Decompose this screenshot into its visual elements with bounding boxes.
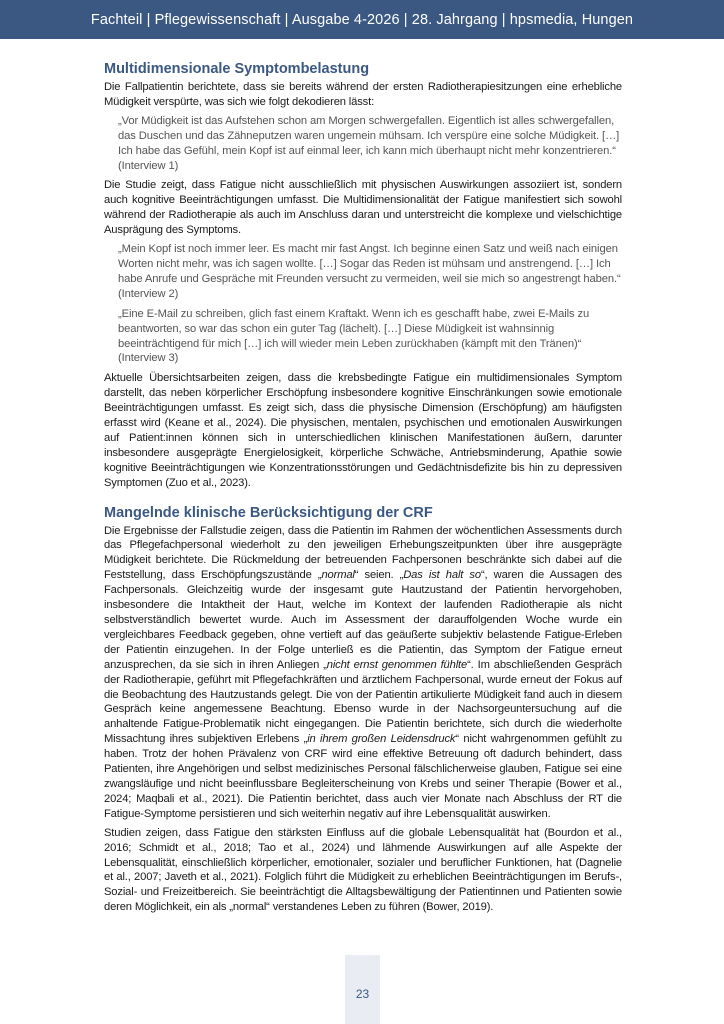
text-run: “ seien. „ [354,569,404,582]
header-title: Fachteil | Pflegewissenschaft | Ausgabe 4-2026 | 28. Jahrgang | hpsmedia, Hungen [90,11,634,28]
paragraph: Die Studie zeigt, dass Fatigue nicht ausschließlich mit physischen Auswirkungen assoziiert ist, sondern auch kognitive Beeinträchtigungen umfasst. Die Multidimensionalität der Fatigue manifestiert sich sowohl während der Radiotherapie als auch im Anschluss daran und unterstreicht die komplexe und vielschichtige Ausprägung des Symptoms. [104,179,622,237]
text-run: “. Im abschließenden Gespräch der Radiotherapie, geführt mit Pflegefachkräften und ärztlichem Fachpersonal, wurde erneut der Fokus auf die Beobachtung des Hautzustands gelegt. Die von der Patientin artikulierte Müdigkeit fand auch in diesem Gespräch keine angemessene Beachtung. Ebenso wurde in der Nachsorgeuntersuchung auf die anhaltende Fatigue-Problematik nicht eingegangen. Die Patientin berichtete, sich durch die wiederholte Missachtung ihres subjektiven Erlebens „ [104,658,623,746]
paragraph: Aktuelle Übersichtsarbeiten zeigen, dass die krebsbedingte Fatigue ein multidimensionales Symptom darstellt, das neben körperlicher Erschöpfung insbesondere kognitive Einschränkungen sowie emotionale Beeinträchtigungen umfasst. Es zeigt sich, dass die physische Dimension (Erschöpfung) am häufigsten erfasst wird (Keane et al., 2024). Die physischen, mentalen, psychischen und emotionalen Auswirkungen auf Patient:innen können sich in unterschiedlichen klinischen Manifestationen äußern, darunter insbesondere ausgeprägte Energielosigkeit, körperliche Schwäche, Antriebsminderung, Apathie sowie kognitive Beeinträchtigungen wie Konzentrationsstörungen und Gedächtnisdefizite bis hin zu depressiven Symptomen (Zuo et al., 2023). [104,372,622,489]
section-heading-crf: Mangelnde klinische Berücksichtigung der CRF [104,504,433,521]
interview-quote: „Mein Kopf ist noch immer leer. Es macht mir fast Angst. Ich beginne einen Satz und weiß nach einigen Worten nicht mehr, was ich sagen wollte. […] Sogar das Reden ist mühsam und anstrengend. […] Ich habe Anrufe und Gespräche mit Freunden versucht zu vermeiden, weil sie mich so angestrengt haben.“ (Interview 2) [118,243,621,300]
paragraph: Die Fallpatientin berichtete, dass sie bereits während der ersten Radiotherapiesitzungen eine erhebliche Müdigkeit verspürte, was sich wie folgt dekodieren lässt: [104,81,622,108]
text-run: “ nicht wahrgenommen gefühlt zu haben. Trotz der hohen Prävalenz von CRF wird eine effektive Betreuung oft dadurch behindert, dass Patienten, ihre Angehörigen und selbst medizinisches Personal fälschlicherweise glauben, Fatigue sei eine zwangsläufige und nicht beeinflussbare Begleiterscheinung von Krebs und seiner Therapie (Bower et al., 2024; Maqbali et al., 2021). Die Patientin berichtet, dass auch vier Monate nach Abschluss der RT die Fatigue-Symptome persistieren und sich weiterhin negativ auf ihre Lebensqualität auswirken. [104,733,622,820]
article-body [104,59,622,919]
interview-quote: „Vor Müdigkeit ist das Aufstehen schon am Morgen schwergefallen. Eigentlich ist alles schwergefallen, das Duschen und das Zähneputzen waren ungemein mühsam. Ich verspüre eine solche Müdigkeit. […] Ich habe das Gefühl, mein Kopf ist auf einmal leer, ich kann mich überhaupt nicht mehr konzentrieren.“ (Interview 1) [118,114,620,172]
emphasis: Das ist halt so [403,569,481,582]
emphasis: nicht ernst genommen fühlte [326,658,468,671]
page-number-box [345,955,380,1024]
emphasis: in ihrem großen Leidensdruck [307,733,456,746]
emphasis: normal [321,569,355,582]
interview-quote: „Eine E-Mail zu schreiben, glich fast einem Kraftakt. Wenn ich es geschafft habe, zwei E-Mails zu beantworten, so war das schon ein guter Tag (lächelt). […] Diese Müdigkeit ist wahnsinnig beeinträchtigend für mich […] ich will wieder mein Leben zurückhaben (kämpft mit den Tränen)“ (Interview 3) [118,307,590,365]
paragraph: Studien zeigen, dass Fatigue den stärksten Einfluss auf die globale Lebensqualität hat (Bourdon et al., 2016; Schmidt et al., 2018; Tao et al., 2024) und lähmende Auswirkungen auf alle Aspekte der Lebensqualität, einschließlich körperlicher, emotionaler, sozialer und beruflicher Funktionen, hat (Dagnelie et al., 2007; Javeth et al., 2021). Folglich führt die Müdigkeit zu erheblichen Beeinträchtigungen im Berufs-, Sozial- und Freizeitbereich. Sie beeinträchtigt die Alltagsbewältigung der Patientinnen und Patienten sowie deren Möglichkeit, ein als „normal“ verstandenes Leben zu führen (Bower, 2019). [104,826,622,914]
text-run: “, waren die Aussagen des Fachpersonals. Gleichzeitig wurde der insgesamt gute Hautzustand der Patientin hervorgehoben, insbesondere die Intaktheit der Haut, welche im Kontext der laufenden Radiotherapie als nicht selbstverständlich bewertet wurde. Auch im Assessment der darauffolgenden Woche wurde ein vergleichbares Feedback gegeben, ohne vertieft auf das geäußerte subjektiv belastende Fatigue-Erleben der Patientin einzugehen. In der Folge unterließ es die Patientin, das Symptom der Fatigue erneut anzusprechen, da sie sich in ihren Anliegen „ [104,569,622,671]
page-header [0,0,724,39]
page-number: 23 [355,987,370,1001]
text-run: Die Ergebnisse der Fallstudie zeigen, dass die Patientin im Rahmen der wöchentlichen Assessments durch das Pflegefachpersonal wiederholt zu den jeweiligen Erhebungszeitpunkten über ihre ausgeprägte Müdigkeit berichtete. Die Rückmeldung der betreuenden Fachpersonen beschränkte sich dabei auf die Feststellung, dass Erschöpfungszustände „ [104,524,622,582]
section-heading-symptom: Multidimensionale Symptombelastung [104,61,370,77]
paragraph [104,524,622,822]
